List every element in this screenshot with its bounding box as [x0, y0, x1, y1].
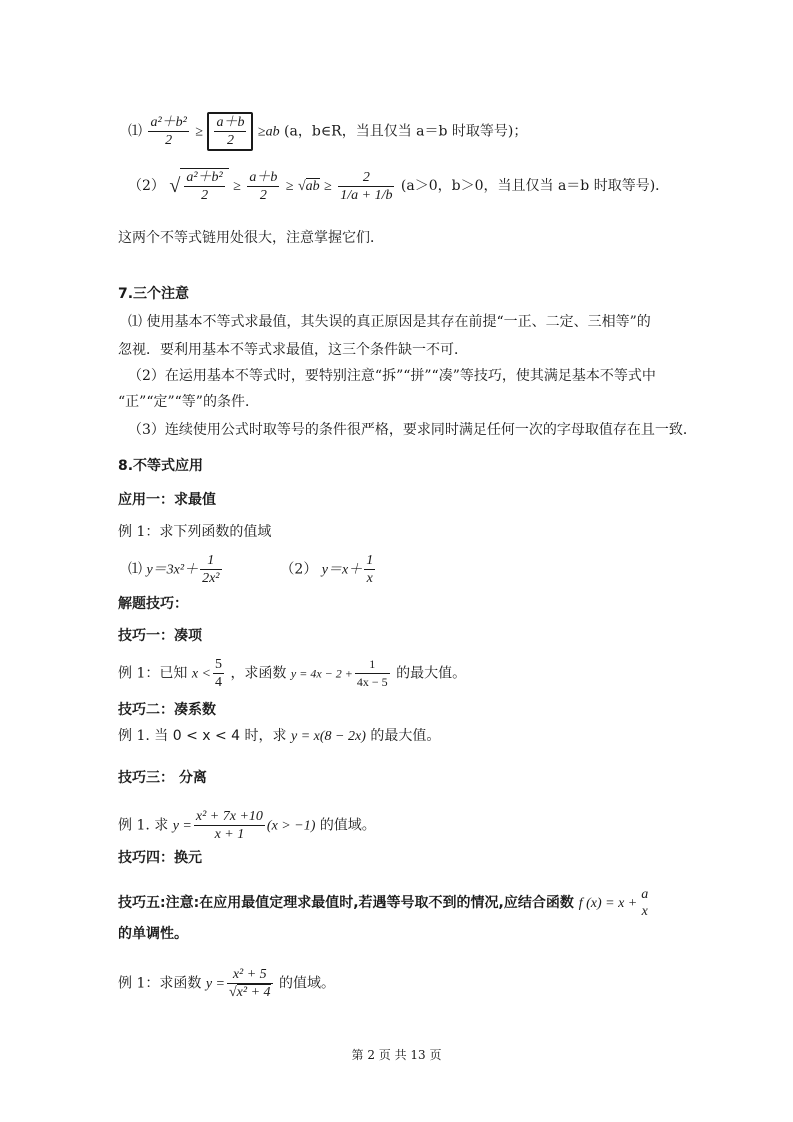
page-footer: 第 2 页 共 13 页 — [351, 1048, 442, 1062]
sub-heading: 技巧三： 分离 — [118, 770, 207, 786]
sub-heading: 的单调性。 — [118, 926, 188, 942]
sub-heading: 技巧四：换元 — [118, 850, 202, 866]
sub-heading: 解题技巧： — [118, 596, 188, 612]
condition-text: (a＞0，b＞0，当且仅当 a＝b 时取等号)． — [400, 178, 670, 194]
example-functions: ⑴ y＝3x²＋ $\frac{1}{\text{2x²}}$ （2） y＝x＋ $\frac{1}{x}$ — [128, 553, 374, 586]
sub-heading: 技巧一：凑项 — [118, 628, 202, 644]
item-label: ⑴ — [128, 123, 142, 140]
sub-heading: 技巧二：凑系数 — [118, 702, 216, 718]
example-1: 例 1：已知 x < $\frac{5}{4}$ ，求函数 y = 4x − 2 + $\frac{1}{4x - 5}$ 的最大值。 — [118, 657, 467, 690]
paragraph: （3）连续使用公式时取等号的条件很严格，要求同时满足任何一次的字母取值存在且一致． — [128, 422, 697, 438]
section-heading: 7.三个注意 — [118, 286, 190, 302]
paragraph: 忽视．要利用基本不等式求最值，这三个条件缺一不可． — [118, 342, 468, 358]
paragraph: 例 1：求下列函数的值域 — [118, 524, 272, 540]
paragraph: （2）在运用基本不等式时，要特别注意“拆”“拼”“凑”等技巧，使其满足基本不等式中 — [128, 368, 656, 384]
sub-heading: 应用一：求最值 — [118, 492, 216, 508]
bracket: $\frac{a+b}{2}$ — [207, 112, 253, 151]
section-heading: 8.不等式应用 — [118, 458, 204, 474]
example-5: 例 1：求函数 y = $\frac{\text{x² + 5}}{\text{√x² + 4}}$ 的值域。 — [118, 967, 335, 1000]
example-3: 例 1. 求 y = $\frac{\text{x² + 7x +10}}{x + 1}$ (x > −1) 的值域。 — [118, 809, 376, 842]
sub-heading: 技巧五:注意:在应用最值定理求最值时,若遇等号取不到的情况,应结合函数 f (x) = x + a x — [118, 887, 649, 919]
inequality-1: ⑴ $\frac{\text{a²＋b²}}{2}$ ≥ $\frac{a+b}{2}$ ≥ab (a，b∈R，当且仅当 a＝b 时取等号)； — [128, 112, 527, 151]
example-2: 例 1. 当 0 < x < 4 时，求 y = x(8 − 2x) 的最大值。 — [118, 728, 441, 744]
item-label: （2） — [128, 178, 165, 194]
fraction: $\frac{\text{a²＋b²}}{2}$ — [150, 115, 187, 148]
paragraph: ⑴ 使用基本不等式求最值，其失误的真正原因是其存在前提“一正、二定、三相等”的 — [128, 314, 651, 330]
paragraph: 这两个不等式链用处很大，注意掌握它们． — [118, 230, 384, 246]
condition-text: (a，b∈R，当且仅当 a＝b 时取等号)； — [284, 123, 528, 140]
inequality-2: （2） √ $\frac{\text{a²＋b²}}{2}$ ≥ $\frac{a+b}{2}$ ≥ √ab ≥ $\frac{2}{1/a + 1/b}$ (a＞0，b＞0，当且仅当 a＝b 时取等号)． — [128, 169, 670, 203]
paragraph: “正”“定”“等”的条件． — [118, 394, 259, 410]
